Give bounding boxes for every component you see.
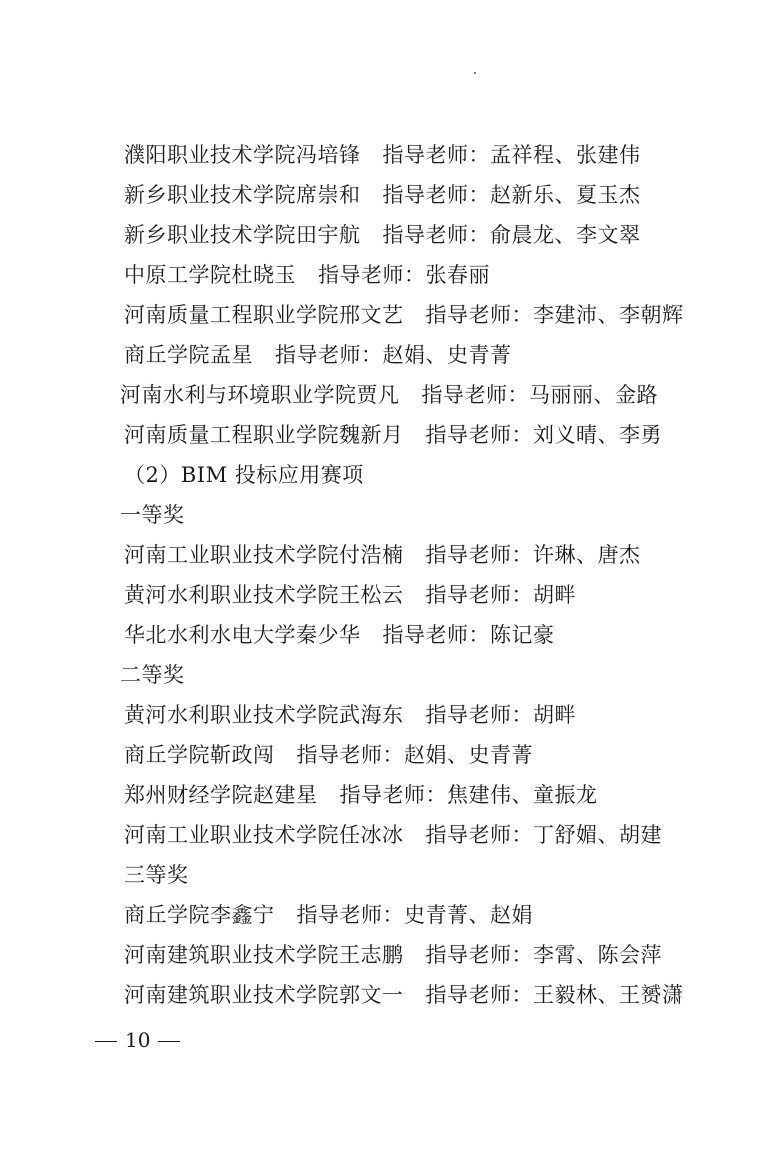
line-text: 中原工学院杜晓玉 [124, 263, 296, 287]
award-line [124, 621, 555, 649]
award-level-heading [120, 661, 185, 689]
page-number: 10 [125, 1028, 151, 1052]
footer-dash-left [95, 1041, 117, 1042]
award-line [124, 341, 512, 369]
award-line [124, 941, 662, 969]
award-line [124, 541, 641, 569]
line-advisor: 指导老师：许琳、唐杰 [425, 543, 641, 567]
line-text: 商丘学院李鑫宁 [124, 903, 275, 927]
line-text: 河南水利与环境职业学院贾凡 [120, 383, 400, 407]
award-line [124, 981, 684, 1009]
line-text: 一等奖 [120, 503, 185, 527]
line-text: 商丘学院孟星 [124, 343, 253, 367]
section-heading [124, 461, 364, 489]
line-text: 河南工业职业技术学院任冰冰 [124, 823, 404, 847]
line-text: （2）BIM 投标应用赛项 [124, 463, 364, 487]
award-line [124, 221, 641, 249]
line-advisor: 指导老师：孟祥程、张建伟 [382, 143, 641, 167]
line-text: 河南建筑职业技术学院郭文一 [124, 983, 404, 1007]
line-text: 黄河水利职业技术学院武海东 [124, 703, 404, 727]
line-text: 河南质量工程职业学院魏新月 [124, 423, 404, 447]
award-line [124, 581, 576, 609]
line-text: 河南建筑职业技术学院王志鹏 [124, 943, 404, 967]
line-advisor: 指导老师：胡畔 [425, 703, 576, 727]
page-footer [95, 1026, 180, 1054]
line-text: 郑州财经学院赵建星 [124, 783, 318, 807]
line-advisor: 指导老师：胡畔 [425, 583, 576, 607]
line-advisor: 指导老师：陈记豪 [382, 623, 555, 647]
line-text: 华北水利水电大学秦少华 [124, 623, 361, 647]
line-text: 新乡职业技术学院田宇航 [124, 223, 361, 247]
line-advisor: 指导老师：赵娟、史青菁 [275, 343, 512, 367]
line-text: 河南工业职业技术学院付浩楠 [124, 543, 404, 567]
line-advisor: 指导老师：李建沛、李朝辉 [425, 303, 684, 327]
award-level-heading [124, 861, 189, 889]
award-line [124, 261, 490, 289]
line-advisor: 指导老师：赵新乐、夏玉杰 [382, 183, 641, 207]
award-line [124, 181, 641, 209]
footer-dash-right [158, 1041, 180, 1042]
award-line [124, 821, 662, 849]
award-line [124, 901, 533, 929]
line-advisor: 指导老师：丁舒媚、胡建 [425, 823, 662, 847]
scan-speck [474, 72, 476, 74]
line-text: 商丘学院靳政闯 [124, 743, 275, 767]
award-line [124, 741, 533, 769]
award-line [120, 381, 658, 409]
line-advisor: 指导老师：王毅林、王赟潇 [425, 983, 684, 1007]
award-line [124, 301, 684, 329]
award-line [124, 421, 662, 449]
line-advisor: 指导老师：赵娟、史青菁 [296, 743, 533, 767]
line-text: 濮阳职业技术学院冯培锋 [124, 143, 361, 167]
line-text: 二等奖 [120, 663, 185, 687]
line-text: 三等奖 [124, 863, 189, 887]
award-line [124, 781, 598, 809]
line-advisor: 指导老师：俞晨龙、李文翠 [382, 223, 641, 247]
line-text: 新乡职业技术学院席崇和 [124, 183, 361, 207]
line-advisor: 指导老师：李霄、陈会萍 [425, 943, 662, 967]
line-text: 河南质量工程职业学院邢文艺 [124, 303, 404, 327]
line-advisor: 指导老师：马丽丽、金路 [421, 383, 658, 407]
line-text: 黄河水利职业技术学院王松云 [124, 583, 404, 607]
line-advisor: 指导老师：焦建伟、童振龙 [339, 783, 598, 807]
award-line [124, 701, 576, 729]
line-advisor: 指导老师：刘义晴、李勇 [425, 423, 662, 447]
award-level-heading [120, 501, 185, 529]
line-advisor: 指导老师：史青菁、赵娟 [296, 903, 533, 927]
line-advisor: 指导老师：张春丽 [318, 263, 490, 287]
award-line [124, 141, 641, 169]
